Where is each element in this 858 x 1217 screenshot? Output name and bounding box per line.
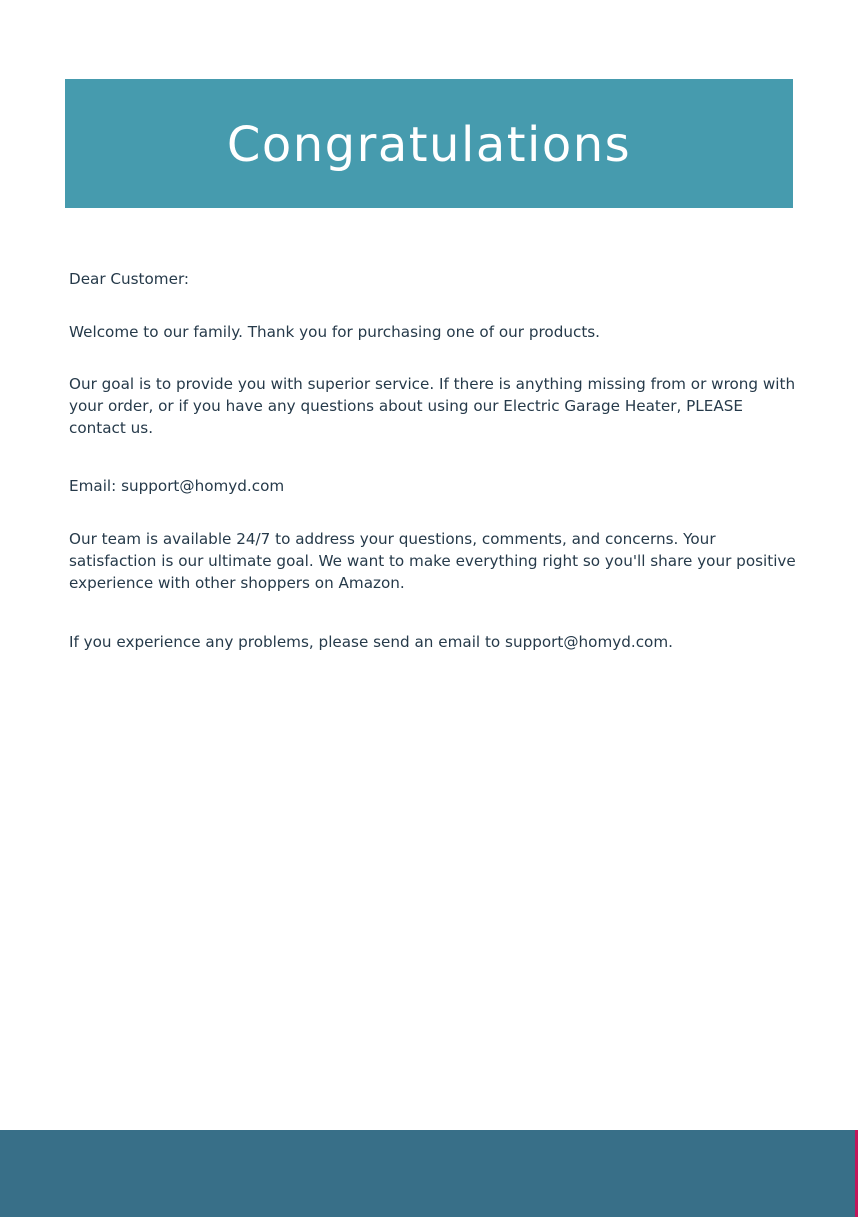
- letter-team: Our team is available 24/7 to address your questions, comments, and concerns. Your satisfaction is our ultimate goal. We want to make everything right so you'll share your positive experience with other shoppers on Amazon.: [69, 530, 796, 592]
- letter-welcome: Welcome to our family. Thank you for purchasing one of our products.: [69, 323, 601, 341]
- letter-problems: If you experience any problems, please send an email to support@homyd.com.: [69, 633, 673, 651]
- page-title: Congratulations: [226, 116, 632, 173]
- letter-email: Email: support@homyd.com: [69, 477, 285, 495]
- letter-goal: Our goal is to provide you with superior service. If there is anything missing from or wrong with your order, or if you have any questions about using our Electric Garage Heater, PLEASE contact us.: [69, 375, 796, 437]
- letter-body: [69, 268, 804, 653]
- header-banner: [65, 79, 793, 208]
- letter-greeting: Dear Customer:: [69, 270, 190, 288]
- footer-band: [0, 1130, 855, 1217]
